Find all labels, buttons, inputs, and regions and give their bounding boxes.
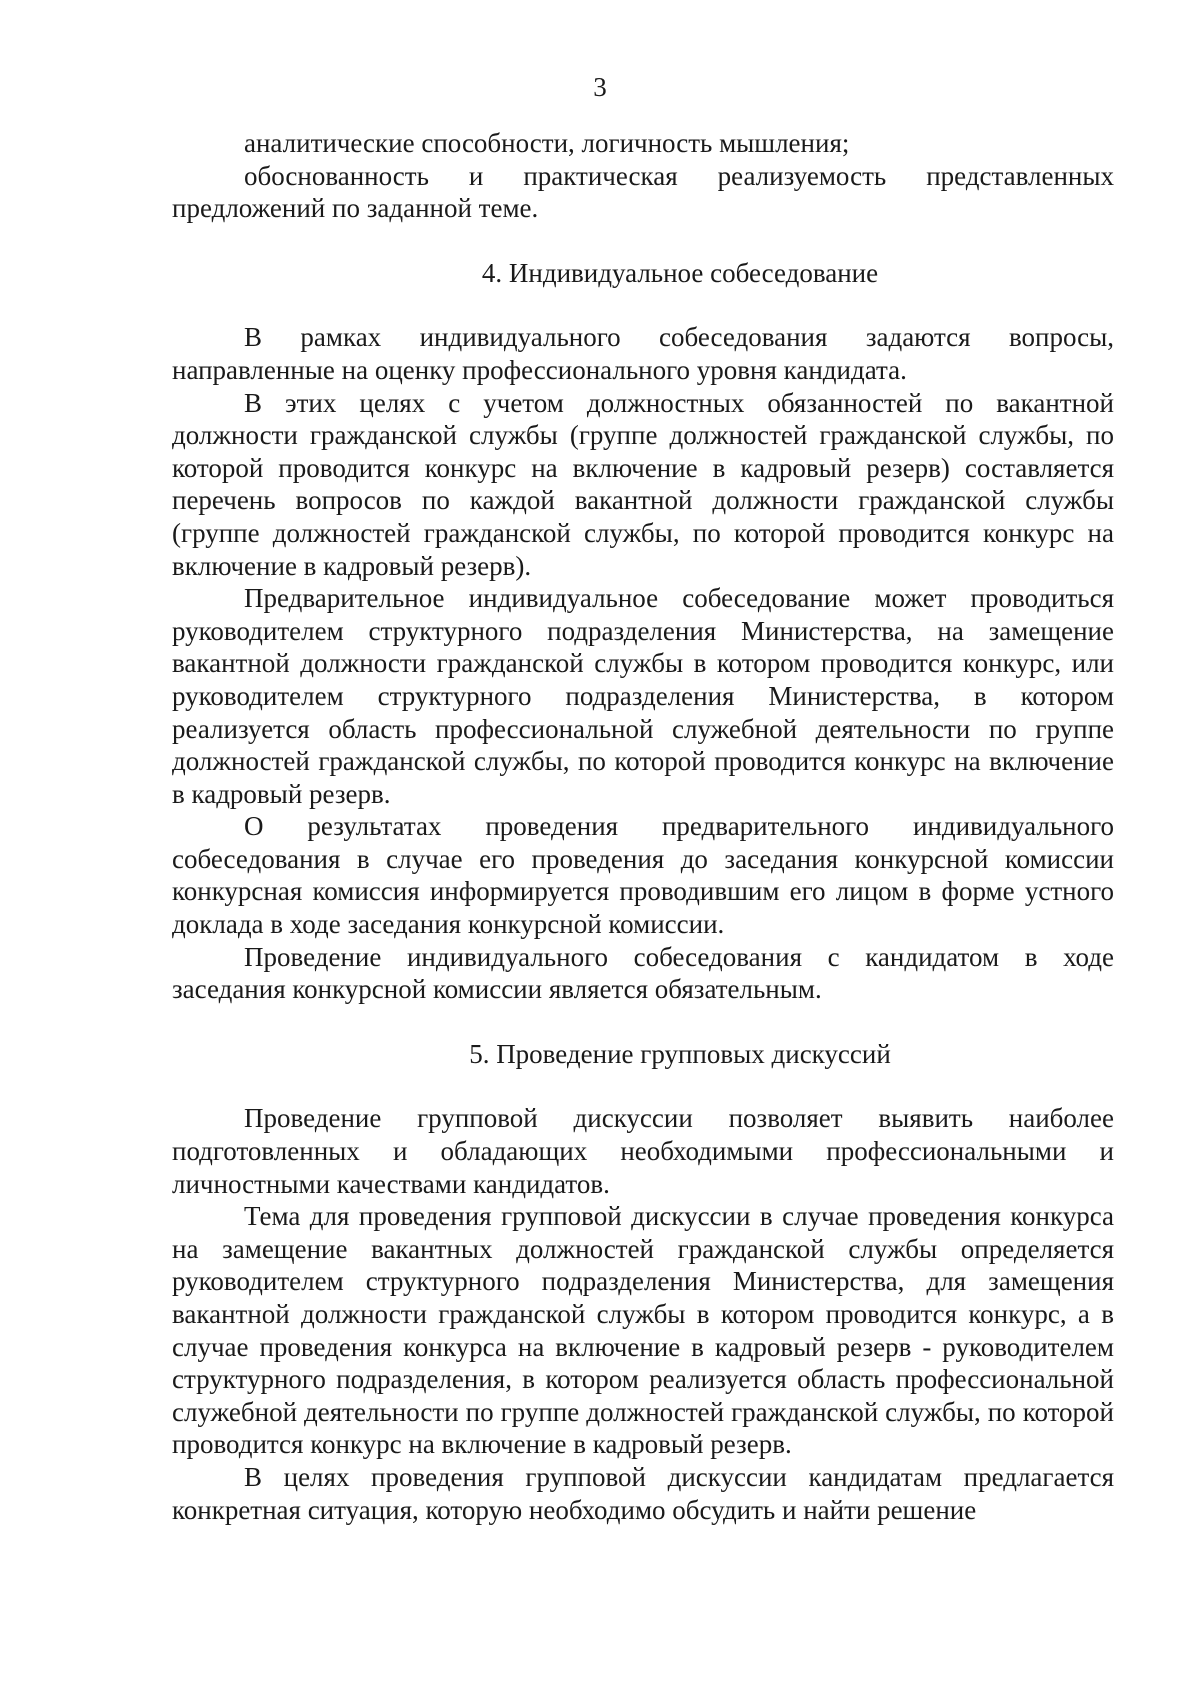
paragraph-criteria-feasibility: обоснованность и практическая реализуемость представленных предложений по заданной теме. <box>172 160 1114 224</box>
paragraph-discussion-topic: Тема для проведения групповой дискуссии в случае проведения конкурса на замещение вакантных должностей гражданской службы определяется руководителем структурного подразделения Министерства, для замещения вакантной должности гражданской службы в котором проводится конкурс, а в случае проведения конкурса на включение в кадровый резерв - руководителем структурного подразделения, в котором реализуется область профессиональной служебной деятельности по группе должностей гражданской службы, по которой проводится конкурс на включение в кадровый резерв. <box>172 1201 1114 1460</box>
paragraph-discussion-intro: Проведение групповой дискуссии позволяет выявить наиболее подготовленных и обладающих необходимыми профессиональными и личностными качествами кандидатов. <box>172 1103 1114 1199</box>
section-heading-5: 5. Проведение групповых дискуссий <box>469 1038 891 1069</box>
paragraph-interview-questions: В этих целях с учетом должностных обязанностей по вакантной должности гражданской службы (группе должностей гражданской службы, по которой проводится конкурс на включение в кадровый резерв) составляется перечень вопросов по каждой вакантной должности гражданской службы (группе должностей гражданской службы, по которой проводится конкурс на включение в кадровый резерв). <box>172 387 1114 581</box>
paragraph-discussion-situation: В целях проведения групповой дискуссии кандидатам предлагается конкретная ситуация, которую необходимо обсудить и найти решение <box>172 1461 1114 1525</box>
paragraph-interview-preliminary: Предварительное индивидуальное собеседование может проводиться руководителем структурного подразделения Министерства, на замещение вакантной должности гражданской службы в котором проводится конкурс, или руководителем структурного подразделения Министерства, в котором реализуется область профессиональной служебной деятельности по группе должностей гражданской службы, по которой проводится конкурс на включение в кадровый резерв. <box>172 583 1114 809</box>
paragraph-interview-intro: В рамках индивидуального собеседования задаются вопросы, направленные на оценку профессионального уровня кандидата. <box>172 322 1114 385</box>
paragraph-interview-mandatory: Проведение индивидуального собеседования с кандидатом в ходе заседания конкурсной комиссии является обязательным. <box>172 941 1114 1005</box>
page-number: 3 <box>593 72 607 102</box>
section-heading-4: 4. Индивидуальное собеседование <box>481 257 879 288</box>
paragraph-interview-results: О результатах проведения предварительного индивидуального собеседования в случае его проведения до заседания конкурсной комиссии конкурсная комиссия информируется проводившим его лицом в форме устного доклада в ходе заседания конкурсной комиссии. <box>172 811 1114 940</box>
document-body <box>172 127 1114 1526</box>
paragraph-criteria-analytic: аналитические способности, логичность мышления; <box>244 128 850 158</box>
